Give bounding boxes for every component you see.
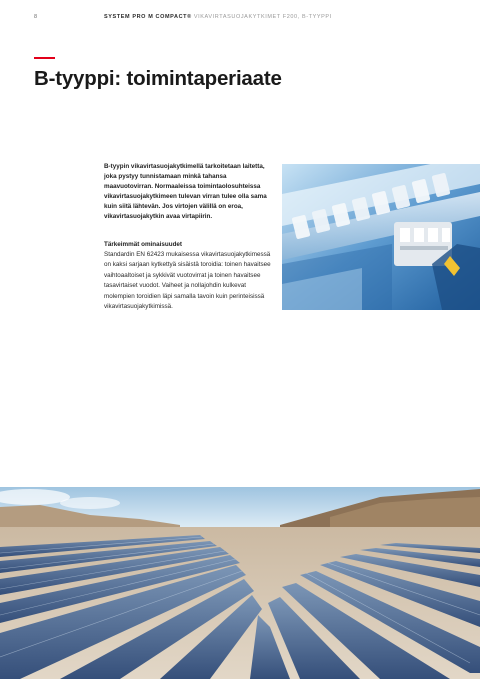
header-brand: SYSTEM PRO M COMPACT® bbox=[104, 14, 192, 20]
intro-paragraph: B-tyypin vikavirtasuojakytkimellä tarkoitetaan laitetta, joka pystyy tunnistamaan minkä tahansa maavuotovirran. Normaaleissa toimintaolosuhteissa vikavirtasuojakytkimeen tulevan virran tulee olla sama kuin siitä lähtevän. Jos virtojen välillä on eroa, vikavirtasuojakytkin avaa virtapiirin. bbox=[104, 163, 267, 220]
solar-farm-photo bbox=[0, 487, 480, 679]
features-paragraph: Standardin EN 62423 mukaisessa vikavirtasuojakytkimessä on kaksi sarjaan kytkettyä sisäistä toroidia: toinen havaitsee vaihtoaaltoiset ja sykkivät vuotovirrat ja toinen havaitsee tasavirtaiset vuodot. Vaiheet ja nollajohdin kulkevat molempien toroidien läpi samalla tavoin kuin perinteisissä vikavirtasuojakytkimissä. bbox=[104, 251, 271, 311]
breaker-panel-photo bbox=[282, 164, 480, 310]
title-accent-rule bbox=[34, 57, 55, 59]
features-heading: Tärkeimmät ominaisuudet bbox=[104, 241, 183, 248]
page-title: B-tyyppi: toimintaperiaate bbox=[34, 67, 282, 90]
page-number: 8 bbox=[34, 14, 38, 20]
running-header bbox=[104, 14, 332, 20]
header-section: VIKAVIRTASUOJAKYTKIMET F200, B-TYYPPI bbox=[193, 14, 332, 20]
